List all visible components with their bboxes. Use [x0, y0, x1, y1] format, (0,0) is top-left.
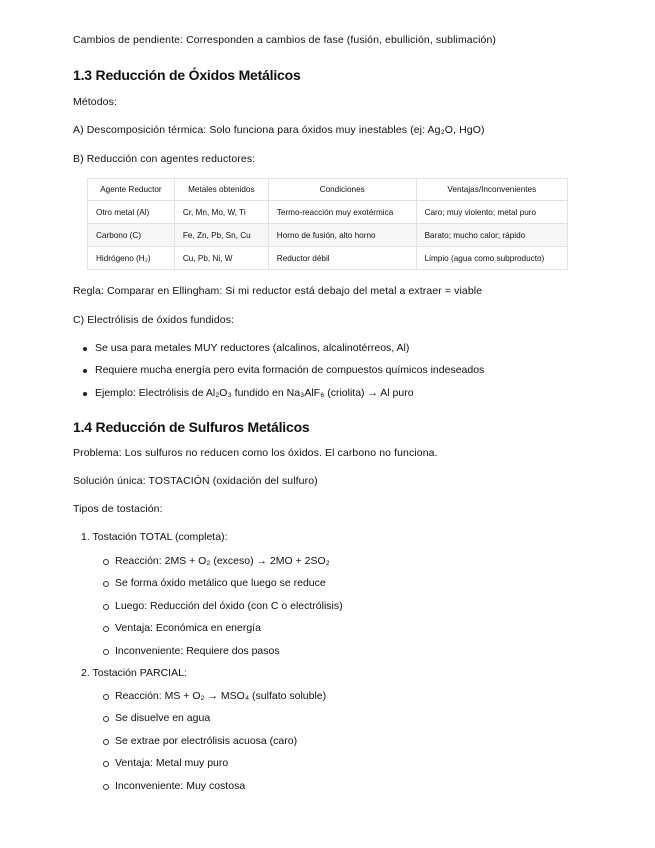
list-item — [95, 342, 409, 354]
bullet-icon — [83, 392, 87, 396]
list-item-text: Se usa para metales MUY reductores (alcalinos, alcalinotérreos, Al) — [95, 342, 410, 354]
list-item-text: Reacción: 2MS + O₂ (exceso) → 2MO + 2SO₂ — [115, 555, 330, 567]
list-item-text: Requiere mucha energía pero evita formación de compuestos químicos indeseados — [95, 364, 485, 376]
list-item — [115, 757, 228, 769]
intro-paragraph: Cambios de pendiente: Corresponden a cambios de fase (fusión, ebullición, sublimación) — [73, 34, 497, 46]
method-b-paragraph: B) Reducción con agentes reductores: — [73, 153, 256, 165]
list-item — [115, 690, 326, 702]
list-item-text: Ventaja: Metal muy puro — [115, 757, 229, 769]
solution-paragraph: Solución única: TOSTACIÓN (oxidación del sulfuro) — [73, 475, 318, 487]
types-label: Tipos de tostación: — [73, 503, 163, 515]
table-cell: Barato; mucho calor; rápido — [416, 224, 567, 247]
reducing-agents-table — [87, 178, 568, 270]
section-heading-1-3: 1.3 Reducción de Óxidos Metálicos — [73, 67, 301, 83]
circle-bullet-icon — [103, 604, 109, 610]
problem-paragraph: Problema: Los sulfuros no reducen como los óxidos. El carbono no funciona. — [73, 447, 438, 459]
list-item — [115, 645, 280, 657]
table-header-row — [88, 179, 568, 201]
list-item — [115, 622, 261, 634]
rule-paragraph: Regla: Comparar en Ellingham: Si mi reductor está debajo del metal a extraer = viable — [73, 285, 483, 297]
table-cell: Reductor débil — [268, 247, 416, 270]
table-cell: Limpio (agua como subproducto) — [416, 247, 567, 270]
circle-bullet-icon — [103, 626, 109, 632]
circle-bullet-icon — [103, 761, 109, 767]
table-cell: Caro; muy violento; metal puro — [416, 201, 567, 224]
table-header-cell: Metales obtenidos — [174, 179, 268, 201]
method-c-paragraph: C) Electrólisis de óxidos fundidos: — [73, 314, 235, 326]
table-header-cell: Condiciones — [268, 179, 416, 201]
circle-bullet-icon — [103, 649, 109, 655]
bullet-icon — [83, 369, 87, 373]
list-item — [115, 577, 326, 589]
list-item-text: Inconveniente: Requiere dos pasos — [115, 645, 280, 657]
list-item-text: Ventaja: Económica en energía — [115, 622, 261, 634]
circle-bullet-icon — [103, 581, 109, 587]
table-cell: Cr, Mn, Mo, W, Ti — [174, 201, 268, 224]
list-item — [115, 555, 330, 567]
circle-bullet-icon — [103, 559, 109, 565]
circle-bullet-icon — [103, 739, 109, 745]
table-header-cell: Ventajas/Inconvenientes — [416, 179, 567, 201]
ordered-list-item: 1. Tostación TOTAL (completa): — [81, 531, 228, 543]
list-item — [95, 364, 484, 376]
list-item-text: Inconveniente: Muy costosa — [115, 780, 246, 792]
bullet-icon — [83, 347, 87, 351]
list-item-text: Se extrae por electrólisis acuosa (caro) — [115, 735, 298, 747]
list-item — [115, 600, 343, 612]
list-item-text: Luego: Reducción del óxido (con C o electrólisis) — [115, 600, 343, 612]
table-row — [88, 201, 568, 224]
table-cell: Fe, Zn, Pb, Sn, Cu — [174, 224, 268, 247]
list-item — [95, 387, 414, 399]
table-header-cell: Agente Reductor — [88, 179, 175, 201]
table-cell: Cu, Pb, Ni, W — [174, 247, 268, 270]
list-item-text: Reacción: MS + O₂ → MSO₄ (sulfato soluble) — [115, 690, 327, 702]
list-item-text: Se disuelve en agua — [115, 712, 211, 724]
list-item — [115, 712, 210, 724]
methods-label: Métodos: — [73, 96, 117, 108]
circle-bullet-icon — [103, 716, 109, 722]
list-item — [115, 780, 245, 792]
table-cell: Termo-reacción muy exotérmica — [268, 201, 416, 224]
list-item-text: Se forma óxido metálico que luego se reduce — [115, 577, 326, 589]
ordered-list-item: 2. Tostación PARCIAL: — [81, 667, 187, 679]
table-cell: Carbono (C) — [88, 224, 175, 247]
circle-bullet-icon — [103, 784, 109, 790]
table-cell: Otro metal (Al) — [88, 201, 175, 224]
section-heading-1-4: 1.4 Reducción de Sulfuros Metálicos — [73, 419, 310, 435]
list-item-text: Ejemplo: Electrólisis de Al₂O₃ fundido en Na₃AlF₆ (criolita) → Al puro — [95, 387, 414, 399]
circle-bullet-icon — [103, 694, 109, 700]
method-a-paragraph: A) Descomposición térmica: Solo funciona para óxidos muy inestables (ej: Ag₂O, HgO) — [73, 124, 485, 136]
table-cell: Hidrógeno (H₂) — [88, 247, 175, 270]
table-cell: Horno de fusión, alto horno — [268, 224, 416, 247]
table-row — [88, 224, 568, 247]
table-row — [88, 247, 568, 270]
list-item — [115, 735, 297, 747]
